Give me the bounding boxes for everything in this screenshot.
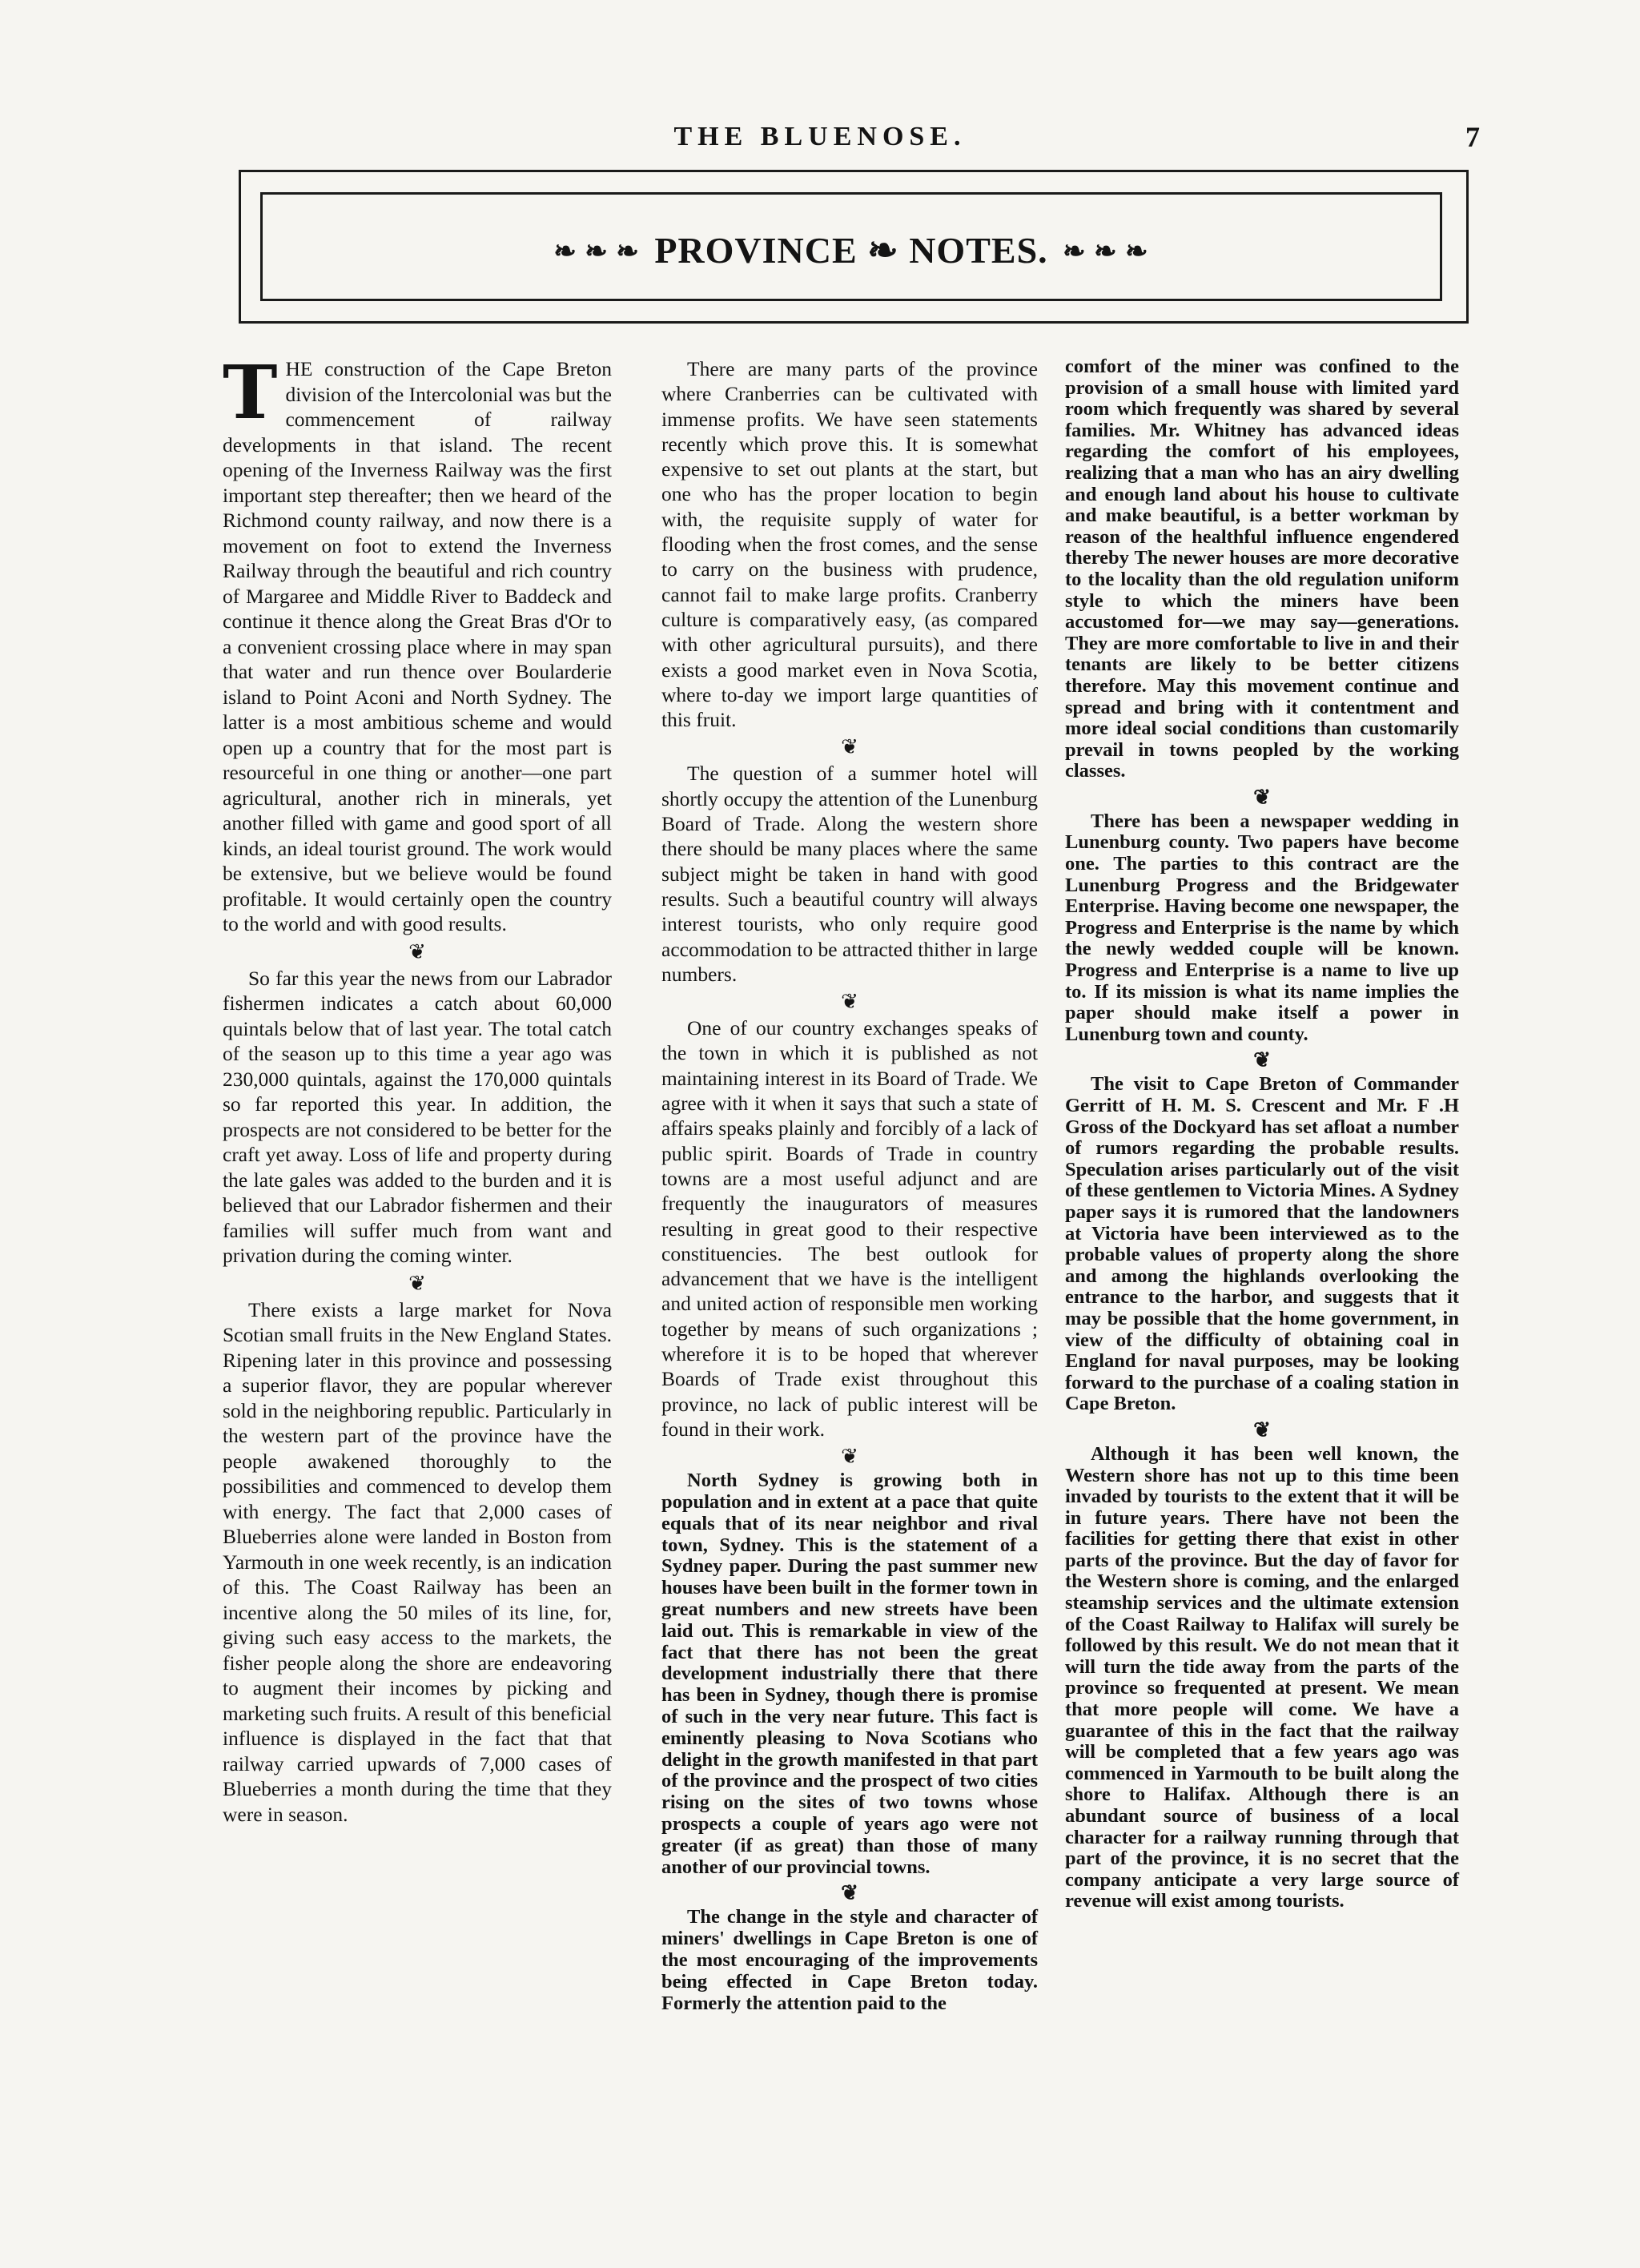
article-paragraph: North Sydney is growing both in population and in extent at a pace that quite equals that of its near neighbor and rival town, Sydney. This is the statement of a Sydney paper. During the past summer new houses have been built in the former town in great numbers and new streets have been laid out. This is remarkable in view of the fact that there has not been the great development industrially there that there has been in Sydney, though there is promise of such in the very near future. This fact is eminently pleasing to Nova Scotians who delight in the growth manifested in that part of the province and the prospect of two cities rising on the sites of two towns whose prospects a couple of years ago were not greater (if as great) than those of many another of our provincial towns. [661, 1470, 1038, 1878]
article-paragraph: Although it has been well known, the Western shore has not up to this time been invaded by tourists to the extent that it will be in future years. There have not been the facilities for getting there that exist in other parts of the province. But the day of favor for the Western shore is coming, and the enlarged steamship services and the ultimate extension of the Coast Railway to Halifax will surely be followed by this result. We do not mean that it will turn the tide away from the parts of the province so frequented at present. We mean that more people will come. We have a guarantee of this in the fact that the railway will be completed that a few years ago was commenced in Yarmouth to be built along the shore to Halifax. Although there is an abundant source of business of a local character for a railway running through that part of the province, it is no secret that the company anticipate a very large source of revenue will exist among tourists. [1065, 1442, 1459, 1912]
section-banner [260, 228, 1442, 271]
fleuron-separator-icon: ❦ [841, 1881, 858, 1905]
fleuron-separator-icon: ❦ [1253, 1418, 1271, 1442]
section-title: PROVINCE ❧ NOTES. [654, 230, 1048, 271]
fleuron-separator-icon: ❦ [408, 939, 426, 963]
article-paragraph: comfort of the miner was confined to the provision of a small house with limited yard room which frequently was shared by several families. Mr. Whitney has advanced ideas regarding the comfort of his employees, realizing that a man who has an airy dwelling and enough land about his house to cultivate and make beautiful, is a better workman by reason of the healthful influence engendered thereby The newer houses are more decorative to the locality than the old regulation uniform style to which the miners have been accustomed for—we may say—generations. They are more comfortable to live in and their tenants are likely to be better citizens therefore. May this movement continue and spread and bring with it contentment and more ideal social conditions than customarily prevail in towns peopled by the working classes. [1065, 356, 1459, 782]
column-1 [223, 349, 612, 1827]
leaf-ornament-icon: ❧ ❧ ❧ [553, 237, 640, 267]
article-paragraph: One of our country exchanges speaks of the town in which it is published as not maintaining interest in its Board of Trade. We agree with it when it says that such a state of affairs speaks plainly and forcibly of a lack of public spirit. Boards of Trade in country towns are a most useful adjunct and are frequently the inaugurators of measures resulting in great good to their respective constituencies. The best outlook for advancement that we have is the intelligent and united action of responsible men working together by means of such organizations ; wherefore it is to be hoped that wherever Boards of Trade exist throughout this province, no lack of public interest will be found in their work. [661, 1016, 1038, 1441]
article-paragraph: There exists a large market for Nova Scotian small fruits in the New England States. Ripening later in this province and possessing a superior flavor, they are popular wherever sold in the neighboring republic. Particularly in the western part of the province have the people awakened thoroughly to the possibilities and commenced to develop them with energy. The fact that 2,000 cases of Blueberries alone were landed in Boston from Yarmouth in one week recently, is an indication of this. The Coast Railway has been an incentive along the 50 miles of its line, for, giving such easy access to the markets, the fisher people along the shore are endeavoring to augment their incomes by picking and marketing such fruits. A result of this beneficial influence is displayed in the fact that that railway carried upwards of 7,000 cases of Blueberries a month during the time that they were in season. [223, 1297, 612, 1826]
fleuron-separator-icon: ❦ [1253, 1048, 1271, 1072]
drop-cap: T [223, 349, 278, 436]
article-paragraph: THE construction of the Cape Breton division of the Intercolonial was but the commencement of railway developments in that island. The recent opening of the Inverness Railway was the first important step thereafter; then we heard of the Richmond county railway, and now there is a movement on foot to extend the Inverness Railway through the beautiful and rich country of Margaree and Middle River to Baddeck and continue it thence along the Great Bras d'Or to a convenient crossing place where in may span that water and run thence over Boularderie island to Point Aconi and North Sydney. The latter is a most ambitious scheme and would open up a country that for the most part is resourceful in one thing or another—one part agricultural, another rich in minerals, yet another filled with game and good sport of all kinds, an ideal tourist ground. The work would be extensive, but we believe would be found profitable. It would certainly open the country to the world and with good results. [223, 349, 612, 935]
fleuron-separator-icon: ❦ [841, 1445, 858, 1469]
fleuron-separator-icon: ❦ [841, 735, 858, 759]
fleuron-separator-icon: ❦ [408, 1271, 426, 1295]
article-paragraph: The visit to Cape Breton of Commander Gerritt of H. M. S. Crescent and Mr. F .H Gross of the Dockyard has set afloat a number of rumors regarding the probable results. Speculation arises particularly out of the visit of these gentlemen to Victoria Mines. A Sydney paper says it is rumored that the landowners at Victoria have been interviewed as to the probable values of property along the shore and among the highlands overlooking the entrance to the harbor, and suggests that it may be possible that the home government, in view of the difficulty of obtaining coal in England for naval purposes, may be looking forward to the purchase of a coaling station in Cape Breton. [1065, 1073, 1459, 1415]
page-number: 7 [1465, 121, 1480, 153]
fleuron-separator-icon: ❦ [1253, 785, 1271, 809]
column-3 [1065, 356, 1459, 1912]
article-paragraph: The change in the style and character of miners' dwellings in Cape Breton is one of the most encouraging of the improvements being effected in Cape Breton today. Formerly the attention paid to the [661, 1906, 1038, 2014]
article-paragraph: There are many parts of the province where Cranberries can be cultivated with immense profits. We have seen statements recently which prove this. It is somewhat expensive to set out plants at the start, but one who has the proper location to begin with, the requisite supply of water for flooding when the frost comes, and the sense to carry on the business with prudence, cannot fail to make large profits. Cranberry culture is comparatively easy, (as compared with other agricultural pursuits), and there exists a good market even in Nova Scotia, where to-day we import large quantities of this fruit. [661, 357, 1038, 732]
article-paragraph: The question of a summer hotel will shortly occupy the attention of the Lunenburg Board of Trade. Along the western shore there should be many places where the same subject might be taken in hand with good results. Such a beautiful country will always interest tourists, who only require good accommodation to be attracted thither in large numbers. [661, 762, 1038, 986]
article-paragraph: So far this year the news from our Labrador fishermen indicates a catch about 60,000 quintals below that of last year. The total catch of the season up to this time a year ago was 230,000 quintals, against the 170,000 quintals so far reported this year. In addition, the prospects are not considered to be better for the craft yet away. Loss of life and property during the late gales was added to the burden and it is believed that our Labrador fishermen and their families will suffer much from want and privation during the coming winter. [223, 966, 612, 1267]
article-paragraph: There has been a newspaper wedding in Lunenburg county. Two papers have become one. The parties to this contract are the Lunenburg Progress and the Bridgewater Enterprise. Having become one newspaper, the Progress and Enterprise is the name by which the newly wedded couple will be known. Progress and Enterprise is a name to live up to. If its mission is what its name implies the paper should make itself a power in Lunenburg town and county. [1065, 810, 1459, 1045]
running-title: THE BLUENOSE. [673, 122, 967, 151]
leaf-ornament-icon: ❧ ❧ ❧ [1063, 237, 1149, 267]
fleuron-separator-icon: ❦ [841, 990, 858, 1014]
column-2 [661, 356, 1038, 2014]
